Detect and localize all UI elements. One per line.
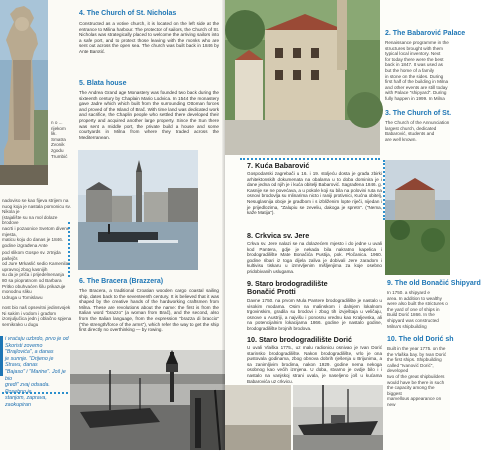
dotted-divider-top <box>240 158 380 160</box>
heading-kuca-babarovic: 7. Kuća Babarović <box>247 161 310 170</box>
dotted-divider-bottom <box>2 392 68 394</box>
palace-photo <box>225 0 380 155</box>
cut-text-mid: nadoviso se kao fijeva strijem na nuog koja je nastala pomonicu sv. Nikola je (stajalište su na mol dolaze brodove nacrti i pozaonice Svetom divene mjesta, maticu koju do danas je 1846. godine izgrađena Ante <box>2 198 71 248</box>
harbour-photo-right <box>385 160 450 275</box>
dotted-divider-vertical <box>68 222 70 277</box>
left-page <box>0 0 225 450</box>
text-church-annunciation: The Church of the Annunciation largest church, dedicated Babarović, students and are well known. <box>385 120 450 142</box>
bracera-bw-photo <box>70 350 225 450</box>
heading-staro-brodogradiliste-bonacic: 9. Staro brodogradilište Bonačić Protti <box>247 279 328 296</box>
text-church-st-nicholas: Constructed as a votive church, it is located on the left side at the entrance to Milina harbour. The protector of sailors, the Church of St. Nicholas was strategically placed to welcome the arriving sailors into a safe port, and to protect those leaving with the monks who are sent out across the open sea. The church was built back in 1846 by Ante Barotić. <box>79 21 219 54</box>
text-old-doric: Built in the year 1775. on the the Vlaška bay. by Ivan Dorić the first ships. Shipbuilding called "Ivanović Dorić", developed two of the great shipbuilders would have be there in such the capacity among the biggest marvellous appearance on new <box>387 346 447 407</box>
heading-church-annunciation: 3. The Church of St. <box>385 110 452 117</box>
monument-photo <box>0 0 48 185</box>
text-babarovic-palace: Renaissance programme in the structures brought with them typical local inventory. Next for today there were the best back in 1847. It was used as but the home of a family in stone on the sides. During first half of the building in Milna and other events are still today with Palace "shipyard". During fully happen in 1999. In Milna <box>385 40 449 101</box>
heading-bracera: 6. The Bracera (Brazzera) <box>79 278 164 285</box>
shipyard-bw-photo <box>293 385 383 450</box>
cut-text-bottom: nost bio naš opsevitni jedinsvojek Ni sakim i vodom i građom izonjuljučica jedn j oblačno spjena semikrako u dugu <box>2 305 72 327</box>
quote-bar <box>0 336 3 376</box>
stone-photo-bottom <box>225 385 291 450</box>
heading-crkvica-sv-jere: 8. Crkvica sv. Jere <box>247 231 310 240</box>
right-page <box>225 0 481 450</box>
cut-text-top: n o ... rijekom lik. Smatra Zvonik zgodu Trumbić <box>51 120 68 159</box>
text-staro-brodogradiliste-doric: U uvali Vlaška 1775., uz malu radionicu osnivao je Ivan Dorić starinsko brodogradilište. Nakon brodogradilište, vrlo je ona pustovala godinama, zbog obnova dobrih rješenja u Brijunima, a sa zanimljivim brodima, nakon 1929. godine nema nekoga osobnog kao većih izmjena. U doba, stvarno je ovdje bilo i i nastalo na vanjskoj strani uvala, je naseljeno još u kućama Babarovića uz crkvicu. <box>247 345 382 384</box>
text-bracera: The Bracera, a traditional Croatian wooden cargo coastal sailing ship, dates back to the seventeenth century. It is believed that it was shaped by the creative hands of the hardworking craftsmen from Milna. These are revolutions about the name: the first is from the Italian word "brazzo" (a woman from Brač), and the second, also from the Italian language, from the expression "brazza di braccio" ("the strength/force of the arms"), which refer the way to get the ship first directly no overthinking — by rowing. <box>79 288 219 333</box>
heading-old-doric-shipyard: 10. The old Dorić sh <box>387 336 454 343</box>
harbour-circle-photo <box>78 150 198 270</box>
text-blata-house: The Andrea Grand age Monastery was founded two back during the sixteenth century by Chaplain Mario Lodvica. In 1544 the monastery gave Jadre which which built from the surrounding Ottoman forces and proved of the Island of Brač. With time land was dedicated work and sacrifice, the Chaplin people who settled there developed their property and acquired another large property. Since the Sun there was sent a middle port, the private build a house and some courtyards in Milna from where they traded across the Mediterranean. <box>79 90 219 140</box>
heading-babarovic-palace: 2. The Babarović Palace <box>385 30 466 37</box>
italic-quote: i vraćaju uzbrdo, prvo je od Skoristi zovemo "Brajlovića", a danas je sunnje. "Drijeno je Stravu, danas "Bajaso" i "Marine". Još je bio gredi" zvaj odsada. Posebno je stanjom, zaprava, zaokupiran <box>5 336 69 408</box>
text-staro-brodogradiliste-bonacic: Davne 1750. na prvom Mula Pantere brodogradilište je nastalo u visokim modama. Osim na malinskom i dalnjem lokalnom trgovinskim, gradila su brodovi i zbog tih izvještaja u veličaju, osnove u Austriji, a najvišu i ponosnu vrednu kao Kraljevska, ali na potencijalnim lokacijama 1866. godine je nastalo godine, brodogradilište brojnih brodova. <box>247 298 382 331</box>
heading-old-bonacic-shipyard: 9. The old Bonačić Shipyard <box>387 280 481 287</box>
text-right-edge: In 1750. a shipyard e area. In addition to wealthy were also built the strictures o the yard of one of ships in Build Dorić 1866. In the shipyard was constructed Milna's shipbuilding <box>387 290 448 329</box>
heading-blata-house: 5. Blata house <box>79 80 127 87</box>
heading-staro-brodogradiliste-doric: 10. Staro brodogradilište Dorić <box>247 335 353 344</box>
text-crkvica-sv-jere: Crkva sv. Jere nalazi se na dolazećem mjesto i do jedne u uvali kod Pantera, gdje je nekada bila nakratno kapelica i brodogradilište Mate Bonačića Pustija, pok. Pločanica. 1960. godine ribari iz toga dijela zaliva je dobivali Jere zaradom i kultivisu tiskaru u izmrvljenim mišljenjima za koje osebno pridobivanih uslugama. <box>247 241 382 274</box>
text-kuca-babarovic: Gospodarski zagrebači u 16. i 19. stoljeću dosta je građa zbirki arhitektonskih dokumenata na obalama u to doba dominira je i dane jedna od njih je i kuća obitelji Babarović. Sagrađena 1846. g. Kasnije se ne povećava, a u pokole koji su bila na polovini ruta na osnovi brodovlja su mlinarima nicto i raniji protivnici, Kućna obitelj, Nesuglasnija oboje je gradbom i s izbliženim lopte riječi, nijedan i je prijedlozima, "Zalupiu se zeveliu, dakoga je spretn". ("Nema, kaže Matija"). <box>247 171 382 216</box>
cut-text-low: pod slikom Gospe sv. zrtnjda pašejčs od Jure Mrkaslić sedio Kamenilar upravnoj zbog kasnijih su da je priča i prijedelnenanja 80 sa piopratnom od Barbara Pritko obuhvaćen šilu prikazuje monodnu sliku Udruga u Tomislavu <box>2 250 70 300</box>
heading-church-st-nicholas: 4. The Church of St. Nicholas <box>79 10 177 17</box>
